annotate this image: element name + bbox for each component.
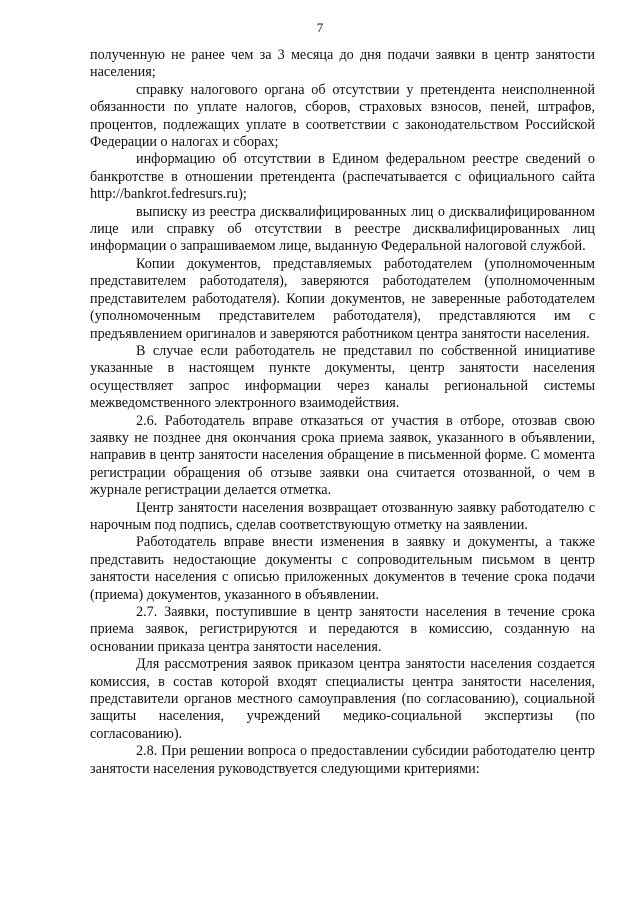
paragraph-section-2-8: 2.8. При решении вопроса о предоставлении субсидии работодателю центр занятости населения руководствуется следующими критериями: <box>90 743 595 777</box>
paragraph-document-copies: Копии документов, представляемых работодателем (уполномоченным представителем работодателя), заверяются работодателем (уполномоченным представителем работодателя). Копии документов, не заверенные работодателем (уполномоченным представителем работодателя), представляются им с предъявлением оригиналов и заверяются работником центра занятости населения. <box>90 255 595 342</box>
page-number: 7 <box>316 20 324 35</box>
paragraph-section-2-6: 2.6. Работодатель вправе отказаться от участия в отборе, отозвав свою заявку не позднее дня окончания срока приема заявок, указанного в объявлении, направив в центр занятости населения обращение в письменной форме. С момента регистрации обращения об отзыве заявки она считается отозванной, о чем в журнале регистрации делается отметка. <box>90 412 595 499</box>
paragraph-application-changes: Работодатель вправе внести изменения в заявку и документы, а также представить недостающие документы с сопроводительным письмом в центр занятости населения с описью приложенных документов в течение срока подачи (приема) документов, указанного в объявлении. <box>90 534 595 603</box>
paragraph-commission: Для рассмотрения заявок приказом центра занятости населения создается комиссия, в состав которой входят специалисты центра занятости населения, представители органов местного самоуправления (по согласованию), социальной защиты населения, учреждений медико-социальной экспертизы (по согласованию). <box>90 656 595 742</box>
document-body <box>90 47 595 778</box>
paragraph-disqualified-registry: выписку из реестра дисквалифицированных лиц о дисквалифицированном лице или справку об отсутствии в реестре дисквалифицированных лиц информации о запрашиваемом лице, выданную Федеральной налоговой службой. <box>90 203 595 255</box>
paragraph-section-2-7: 2.7. Заявки, поступившие в центр занятости населения в течение срока приема заявок, регистрируются и передаются в комиссию, созданную на основании приказа центра занятости населения. <box>90 604 595 655</box>
paragraph-interagency-request: В случае если работодатель не представил по собственной инициативе указанные в настоящем пункте документы, центр занятости населения осуществляет запрос информации через каналы региональной системы межведомственного электронного взаимодействия. <box>90 342 595 412</box>
paragraph-bankruptcy-info: информацию об отсутствии в Едином федеральном реестре сведений о банкротстве в отношении претендента (распечатывается с официального сайта http://bankrot.fedresurs.ru); <box>90 151 595 203</box>
paragraph-tax-certificate: справку налогового органа об отсутствии у претендента неисполненной обязанности по уплате налогов, сборов, страховых взносов, пеней, штрафов, процентов, подлежащих уплате в соответствии с законодательством Российской Федерации о налогах и сборах; <box>90 81 595 151</box>
paragraph-application-return: Центр занятости населения возвращает отозванную заявку работодателю с нарочным под подпись, сделав соответствующую отметку на заявлении. <box>90 499 595 533</box>
paragraph-continuation: полученную не ранее чем за 3 месяца до дня подачи заявки в центр занятости населения; <box>90 47 595 81</box>
